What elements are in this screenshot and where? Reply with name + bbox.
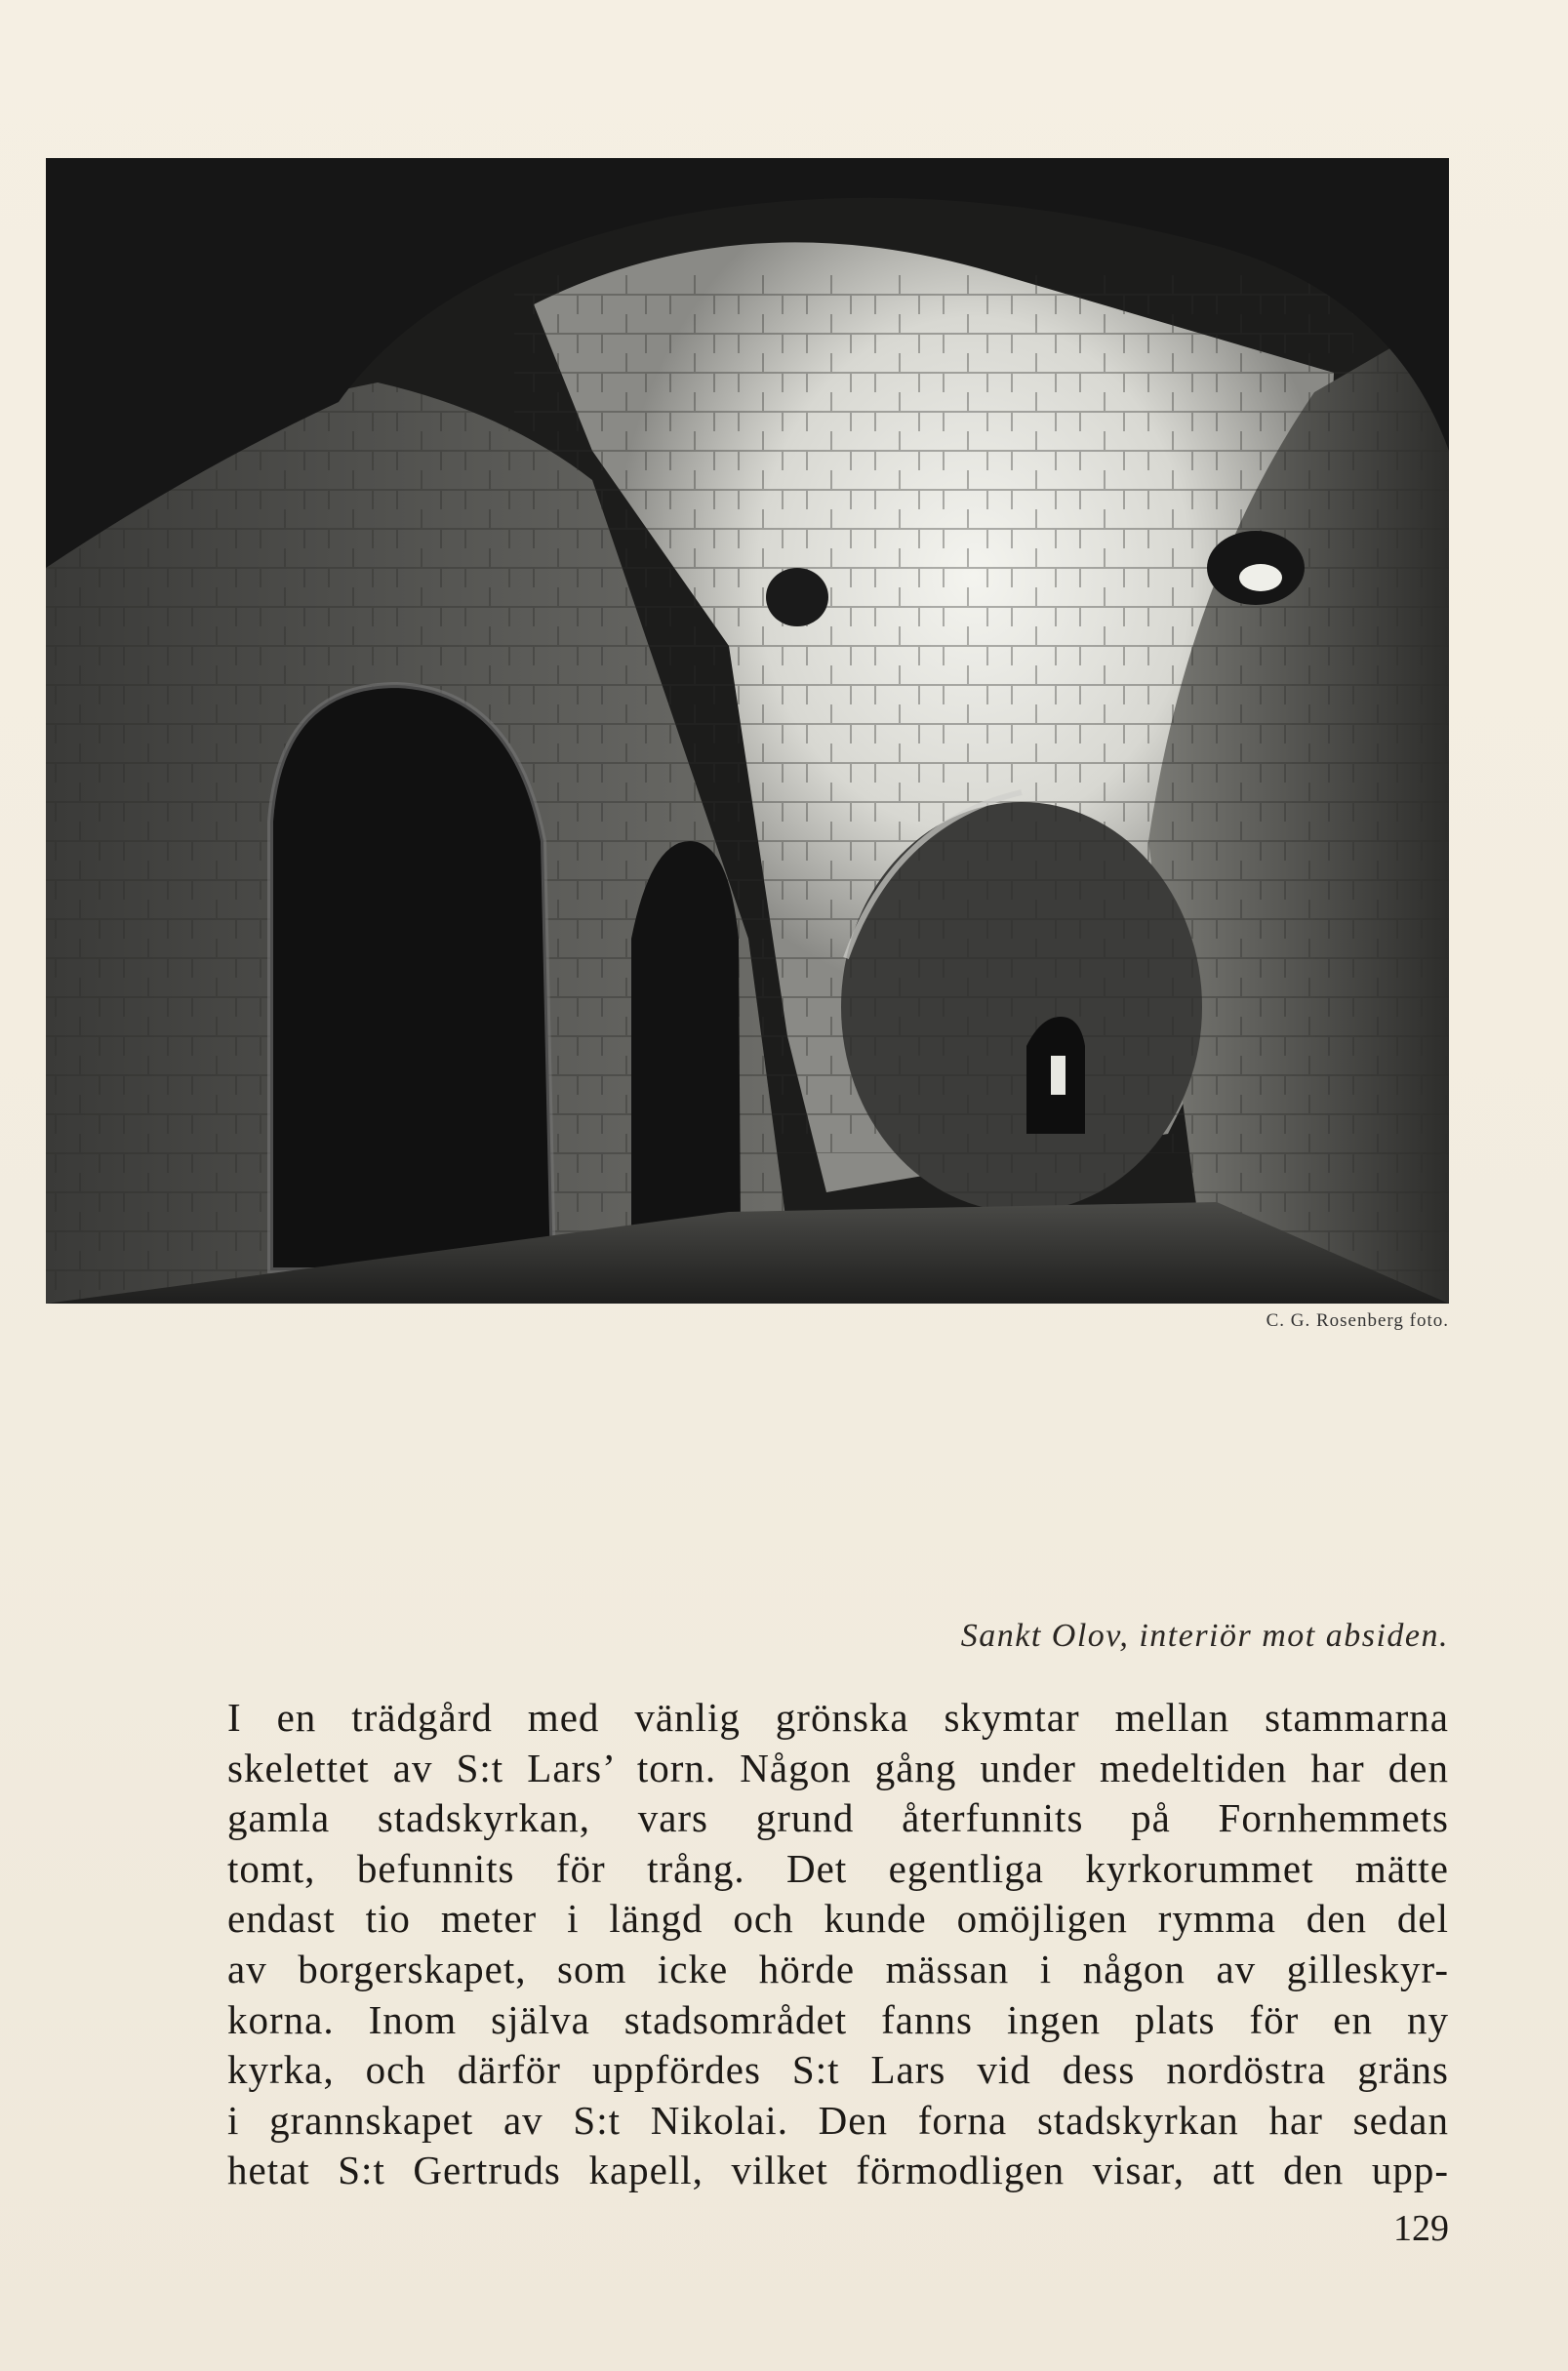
text-line: tomt, befunnits för trång. Det egentliga kyrkorummet mätte <box>227 1845 1449 1891</box>
text-line: av borgerskapet, som icke hörde mässan i någon av gilleskyr- <box>227 1946 1449 1991</box>
text-line: I en trädgård med vänlig grönska skymtar mellan stammarna <box>227 1695 1449 1740</box>
body-paragraph <box>227 1693 1449 2196</box>
text-line: gamla stadskyrkan, vars grund återfunnits på Fornhemmets <box>227 1795 1449 1841</box>
photo-caption: Sankt Olov, interiör mot absiden. <box>960 1618 1449 1654</box>
text-line: kyrka, och därför uppfördes S:t Lars vid dess nordöstra gräns <box>227 2047 1449 2093</box>
photo-credit: C. G. Rosenberg foto. <box>1266 1310 1449 1331</box>
photo-illustration <box>46 158 1449 1304</box>
text-line: korna. Inom själva stadsområdet fanns ingen plats för en ny <box>227 1996 1449 2042</box>
church-interior-photo <box>46 158 1449 1304</box>
text-line: endast tio meter i längd och kunde omöjligen rymma den del <box>227 1896 1449 1942</box>
text-line: skelettet av S:t Lars’ torn. Någon gång under medeltiden har den <box>227 1745 1449 1790</box>
text-line: hetat S:t Gertruds kapell, vilket förmodligen visar, att den upp- <box>227 2148 1449 2193</box>
page-number: 129 <box>1393 2208 1449 2249</box>
text-line: i grannskapet av S:t Nikolai. Den forna stadskyrkan har sedan <box>227 2097 1449 2143</box>
